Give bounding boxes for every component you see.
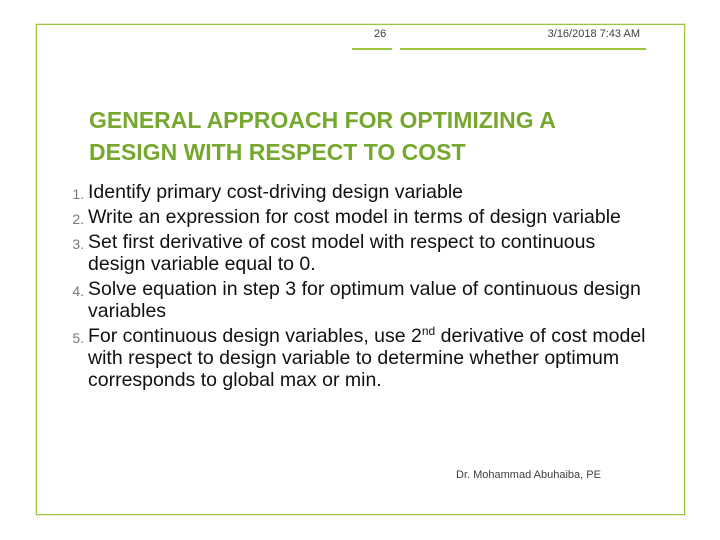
superscript: nd [421, 324, 436, 338]
list-text-post: derivative of cost model with respect to design variable to determine whether optimum corresponds to global max or min. [88, 325, 646, 391]
list-item [56, 231, 656, 275]
steps-list [56, 181, 656, 394]
list-number: 1. [72, 186, 84, 202]
list-item [56, 206, 656, 228]
slide-date: 3/16/2018 7:43 AM [547, 28, 640, 40]
list-text: Write an expression for cost model in terms of design variable [88, 206, 621, 228]
list-text: Set first derivative of cost model with respect to continuous design variable equal to 0. [88, 231, 596, 275]
footer-author: Dr. Mohammad Abuhaiba, PE [456, 469, 601, 481]
list-text [88, 325, 646, 391]
slide-number: 26 [374, 28, 387, 40]
list-text: Solve equation in step 3 for optimum value of continuous design variables [88, 278, 641, 322]
title-line-1: GENERAL APPROACH FOR OPTIMIZING A [89, 107, 556, 133]
list-text: Identify primary cost-driving design variable [88, 181, 463, 203]
list-number: 4. [72, 283, 84, 299]
header-bar-left [352, 48, 392, 50]
list-item [56, 278, 656, 322]
list-item [56, 325, 656, 391]
list-number: 3. [72, 236, 84, 252]
title-line-2: DESIGN WITH RESPECT TO COST [89, 139, 466, 165]
header-bar-right [400, 48, 646, 50]
list-number: 2. [72, 211, 84, 227]
list-text-pre: For continuous design variables, use 2 [88, 325, 422, 347]
list-item [56, 181, 656, 203]
list-number: 5. [72, 330, 84, 346]
slide-title [89, 104, 659, 168]
